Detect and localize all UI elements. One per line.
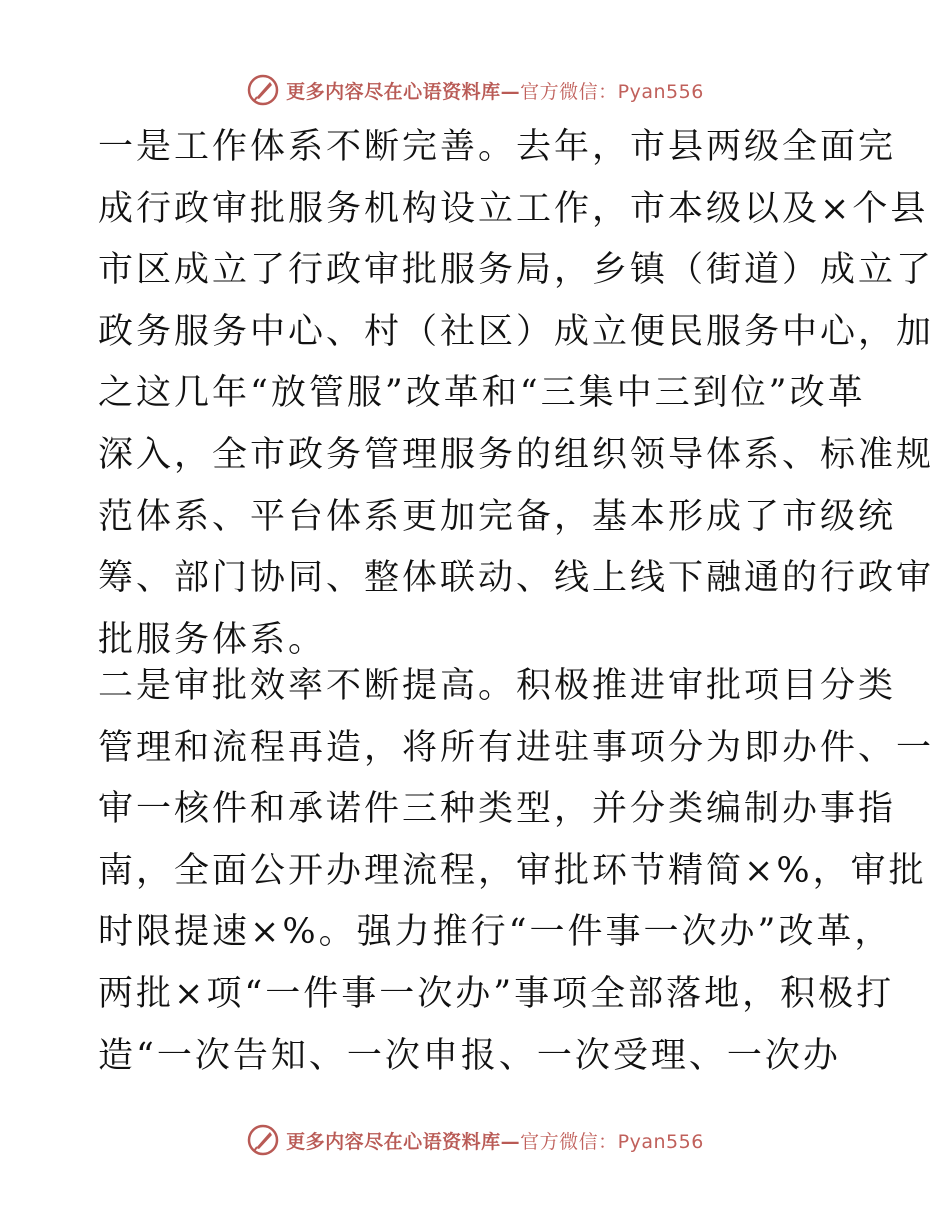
watermark-wechat: 官方微信：Pyan556	[520, 1130, 704, 1153]
watermark-dash: —	[500, 1130, 521, 1153]
text-line: 深入，全市政务管理服务的组织领导体系、标准规	[98, 434, 935, 475]
text-line: 南，全面公开办理流程，审批环节精简×%，审批	[98, 850, 927, 891]
watermark-dash: —	[500, 80, 521, 103]
paragraph-approval-efficiency	[98, 656, 935, 1087]
watermark-text	[286, 1127, 704, 1154]
text-line: 范体系、平台体系更加完备，基本形成了市级统	[98, 496, 897, 537]
footer-watermark	[0, 1120, 950, 1160]
text-line: 成行政审批服务机构设立工作，市本级以及×个县	[98, 188, 929, 229]
text-line: 时限提速×%。强力推行“一件事一次办”改革，	[98, 912, 893, 953]
text-line: 之这几年“放管服”改革和“三集中三到位”改革	[98, 373, 866, 414]
watermark-main: 更多内容尽在心语资料库	[286, 80, 501, 103]
watermark-wechat: 官方微信：Pyan556	[520, 80, 704, 103]
text-line: 二是审批效率不断提高。积极推进审批项目分类	[98, 666, 897, 706]
quill-logo-icon	[246, 73, 280, 107]
text-line: 审一核件和承诺件三种类型，并分类编制办事指	[98, 789, 897, 830]
text-line: 管理和流程再造，将所有进驻事项分为即办件、一	[98, 727, 935, 768]
paragraph-work-system	[98, 117, 935, 671]
text-line: 造“一次告知、一次申报、一次受理、一次办	[98, 1035, 841, 1076]
text-line: 政务服务中心、村（社区）成立便民服务中心，加	[98, 311, 935, 352]
text-line: 筹、部门协同、整体联动、线上线下融通的行政审	[98, 558, 935, 599]
text-line: 两批×项“一件事一次办”事项全部落地，积极打	[98, 973, 895, 1014]
watermark-text	[286, 77, 704, 104]
text-line: 批服务体系。	[98, 619, 327, 660]
quill-logo-icon	[246, 1123, 280, 1157]
header-watermark	[0, 70, 950, 110]
text-line: 市区成立了行政审批服务局，乡镇（街道）成立了	[98, 250, 935, 291]
text-line: 一是工作体系不断完善。去年，市县两级全面完	[98, 127, 897, 167]
watermark-main: 更多内容尽在心语资料库	[286, 1130, 501, 1153]
